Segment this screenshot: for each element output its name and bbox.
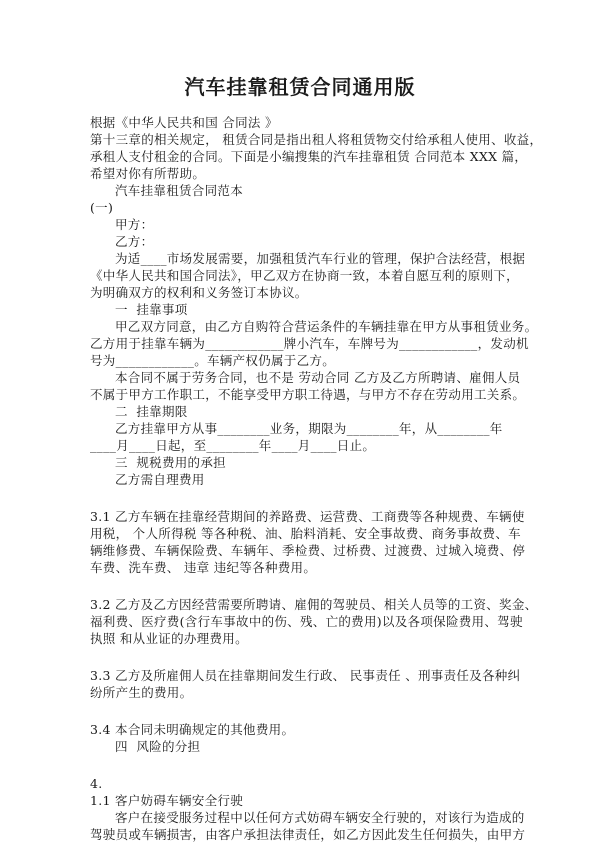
text-line: 3.1 乙方车辆在挂靠经营期间的养路费、运营费、工商费等各种规费、车辆使 [90, 509, 525, 524]
section-heading: 三 规税费用的承担 [115, 455, 226, 470]
text-line: 根据《中华人民共和国 合同法 》 [90, 115, 278, 130]
text-line: 福利费、医疗费(含行车事故中的伤、残、亡的费用)以及各项保险费用、驾驶 [90, 614, 523, 629]
text-line: (一) [90, 200, 114, 215]
text-line: 辆维修费、车辆保险费、车辆年、季检费、过桥费、过渡费、过城入境费、停 [90, 543, 526, 558]
text-line: 乙方挂靠甲方从事________业务，期限为________年，从________年 [115, 421, 503, 436]
text-line: 号为____________。车辆产权仍属于乙方。 [90, 353, 336, 368]
text-line: 3.4 本合同未明确规定的其他费用。 [90, 722, 295, 737]
section-heading: 二 挂靠期限 [115, 404, 188, 419]
text-line: 驾驶员或车辆损害，由客户承担法律责任，如乙方因此发生任何损失，由甲方 [90, 827, 526, 842]
page-title: 汽车挂靠租赁合同通用版 [184, 75, 416, 99]
section-heading: 一 挂靠事项 [115, 302, 188, 317]
text-line: 甲方： [115, 217, 154, 232]
text-line: 4. [90, 776, 103, 791]
text-line: 《中华人民共和国合同法》，甲乙双方在协商一致，本着自愿互利的原则下， [90, 268, 519, 283]
text-line: 3.3 乙方及所雇佣人员在挂靠期间发生行政、 民事责任 、刑事责任及各种纠 [90, 668, 521, 683]
section-heading: 四 风险的分担 [115, 739, 201, 754]
text-line: 承租人支付租金的合同。下面是小编搜集的汽车挂靠租赁 合同范本 XXX 篇， [90, 149, 528, 164]
text-line: 乙方用于挂靠车辆为____________牌小汽车，车牌号为____________，发动机 [90, 336, 529, 351]
text-line: 希望对你有所帮助。 [90, 166, 206, 181]
text-line: 不属于甲方工作职工，不能享受甲方职工待遇，与甲方不存在劳动用工关系。 [90, 387, 526, 402]
text-line: 乙方： [115, 234, 154, 249]
text-line: 3.2 乙方及乙方因经营需要所聘请、雇佣的驾驶员、相关人员等的工资、奖金、 [90, 597, 538, 612]
text-line: ____月____日起，至________年____月____日止。 [90, 438, 376, 453]
text-line: 甲乙双方同意，由乙方自购符合营运条件的车辆挂靠在甲方从事租赁业务。 [115, 319, 538, 334]
text-line: 本合同不属于劳务合同，也不是 劳动合同 乙方及乙方所聘请、雇佣人员 [115, 370, 521, 385]
text-line: 为适____市场发展需要，加强租赁汽车行业的管理，保护合法经营，根据 [115, 251, 526, 266]
text-line: 为明确双方的权利和义务签订本协议。 [90, 285, 308, 300]
text-line: 车费、洗车费、 违章 违纪等各种费用。 [90, 560, 317, 575]
text-line: 乙方需自理费用 [115, 472, 205, 487]
text-line: 第十三章的相关规定， 租赁合同是指出租人将租赁物交付给承租人使用、收益， [90, 132, 543, 147]
text-line: 汽车挂靠租赁合同范本 [115, 183, 244, 198]
text-line: 纷所产生的费用。 [90, 685, 193, 700]
text-line: 执照 和从业证的办理费用。 [90, 631, 248, 646]
text-line: 1.1 客户妨碍车辆安全行驶 [90, 793, 244, 808]
text-line: 客户在接受服务过程中以任何方式妨碍车辆安全行驶的，对该行为造成的 [115, 810, 525, 825]
text-line: 用税， 个人所得税 等各种税、油、胎料消耗、安全事故费、商务事故费、车 [90, 526, 521, 541]
